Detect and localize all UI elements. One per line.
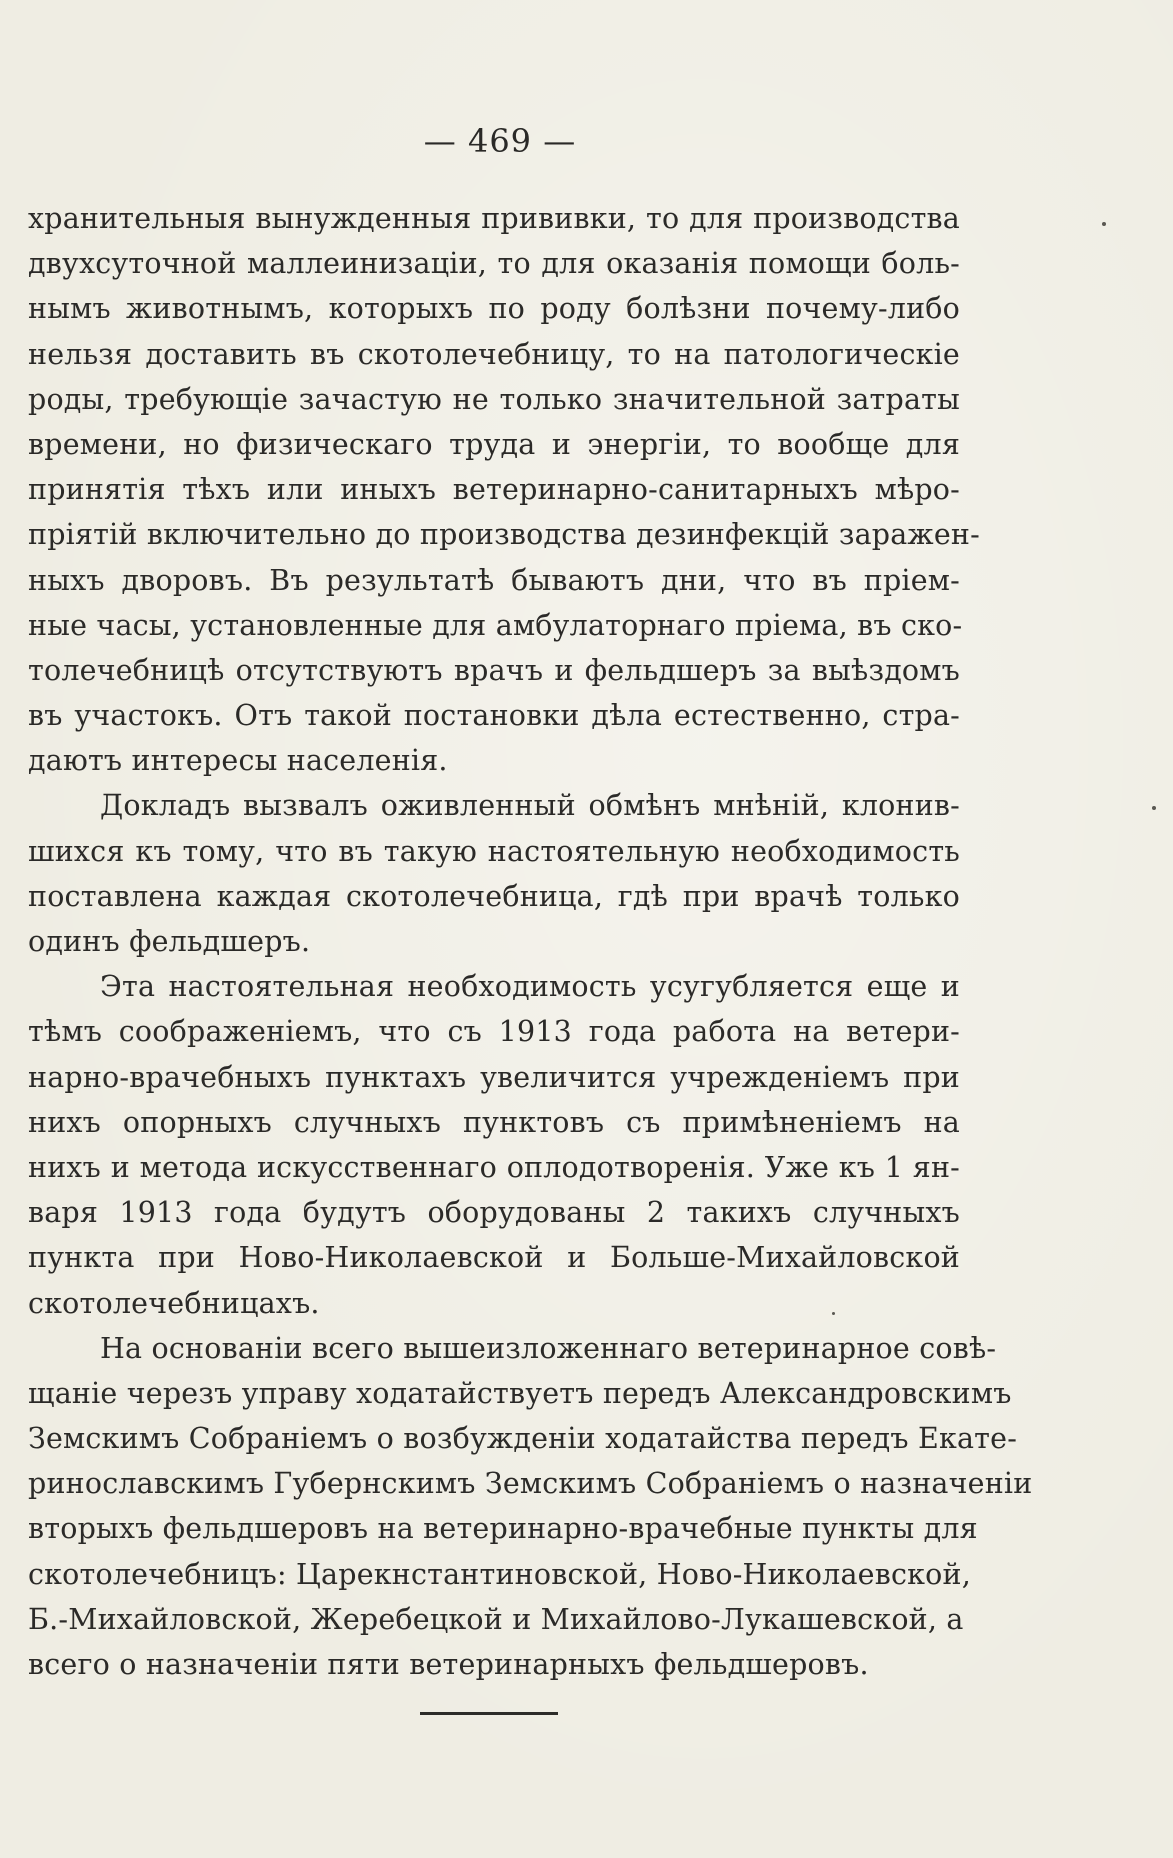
text-line: шихся къ тому, что въ такую настоятельную необходимость xyxy=(28,834,960,868)
text-line: Б.-Михайловской, Жеребецкой и Михайлово-Лукашевской, а xyxy=(28,1602,964,1636)
page-number: — 469 — xyxy=(423,122,577,160)
text-line: варя 1913 года будутъ оборудованы 2 такихъ случныхъ xyxy=(28,1196,960,1230)
text-line: На основаніи всего вышеизложеннаго ветеринарное совѣ- xyxy=(100,1331,997,1365)
text-line: Докладъ вызвалъ оживленный обмѣнъ мнѣній, клонив- xyxy=(100,789,960,823)
text-line: нихъ опорныхъ случныхъ пунктовъ съ примѣненіемъ на xyxy=(28,1105,960,1139)
text-line: времени, но физическаго труда и энергіи, то вообще для xyxy=(28,427,960,461)
text-line: роды, требующіе зачастую не только значительной затраты xyxy=(28,382,960,416)
text-line: щаніе черезъ управу ходатайствуетъ передъ Александровскимъ xyxy=(28,1376,1012,1410)
paper-speck xyxy=(832,1312,835,1315)
text-line: одинъ фельдшеръ. xyxy=(28,925,311,958)
text-line: толечебницѣ отсутствуютъ врачъ и фельдшеръ за выѣздомъ xyxy=(28,653,960,687)
text-line: пріятій включительно до производства дезинфекцій заражен- xyxy=(28,518,980,552)
text-line: въ участокъ. Отъ такой постановки дѣла естественно, стра- xyxy=(28,699,960,733)
text-line: пункта при Ново-Николаевской и Больше-Михайловской xyxy=(28,1241,960,1275)
text-line: поставлена каждая скотолечебница, гдѣ при врачѣ только xyxy=(28,879,960,913)
end-rule xyxy=(420,1712,558,1715)
text-line: Земскимъ Собраніемъ о возбужденіи ходатайства передъ Екате- xyxy=(28,1422,1018,1456)
text-line: даютъ интересы населенія. xyxy=(28,744,448,778)
text-line: ныхъ дворовъ. Въ результатѣ бываютъ дни, что въ пріем- xyxy=(28,563,960,597)
text-line: скотолечебницъ: Царекнстантиновской, Ново-Николаевской, xyxy=(28,1557,971,1591)
text-line: вторыхъ фельдшеровъ на ветеринарно-врачебные пункты для xyxy=(28,1512,978,1546)
text-line: скотолечебницахъ. xyxy=(28,1286,320,1320)
paper-speck xyxy=(1152,806,1156,810)
text-line: принятія тѣхъ или иныхъ ветеринарно-санитарныхъ мѣро- xyxy=(28,473,960,507)
text-line: всего о назначеніи пяти ветеринарныхъ фельдшеровъ. xyxy=(28,1648,869,1681)
body-text xyxy=(28,196,1033,1687)
text-line: хранительныя вынужденныя прививки, то для производства xyxy=(28,202,960,235)
paper-speck xyxy=(1102,222,1106,226)
text-line: Эта настоятельная необходимость усугубляется еще и xyxy=(100,970,960,1004)
text-line: нарно-врачебныхъ пунктахъ увеличится учрежденіемъ при xyxy=(28,1060,960,1094)
text-line: нельзя доставить въ скотолечебницу, то на патологическіе xyxy=(28,337,960,371)
text-line: нихъ и метода искусственнаго оплодотворенія. Уже къ 1 ян- xyxy=(28,1150,960,1184)
text-line: тѣмъ соображеніемъ, что съ 1913 года работа на ветери- xyxy=(28,1015,960,1049)
text-line: двухсуточной маллеинизаціи, то для оказанія помощи боль- xyxy=(28,247,960,281)
text-line: ринославскимъ Губернскимъ Земскимъ Собраніемъ о назначеніи xyxy=(28,1467,1033,1501)
text-line: ные часы, установленные для амбулаторнаго пріема, въ ско- xyxy=(28,608,963,642)
text-line: нымъ животнымъ, которыхъ по роду болѣзни почему-либо xyxy=(28,292,960,326)
